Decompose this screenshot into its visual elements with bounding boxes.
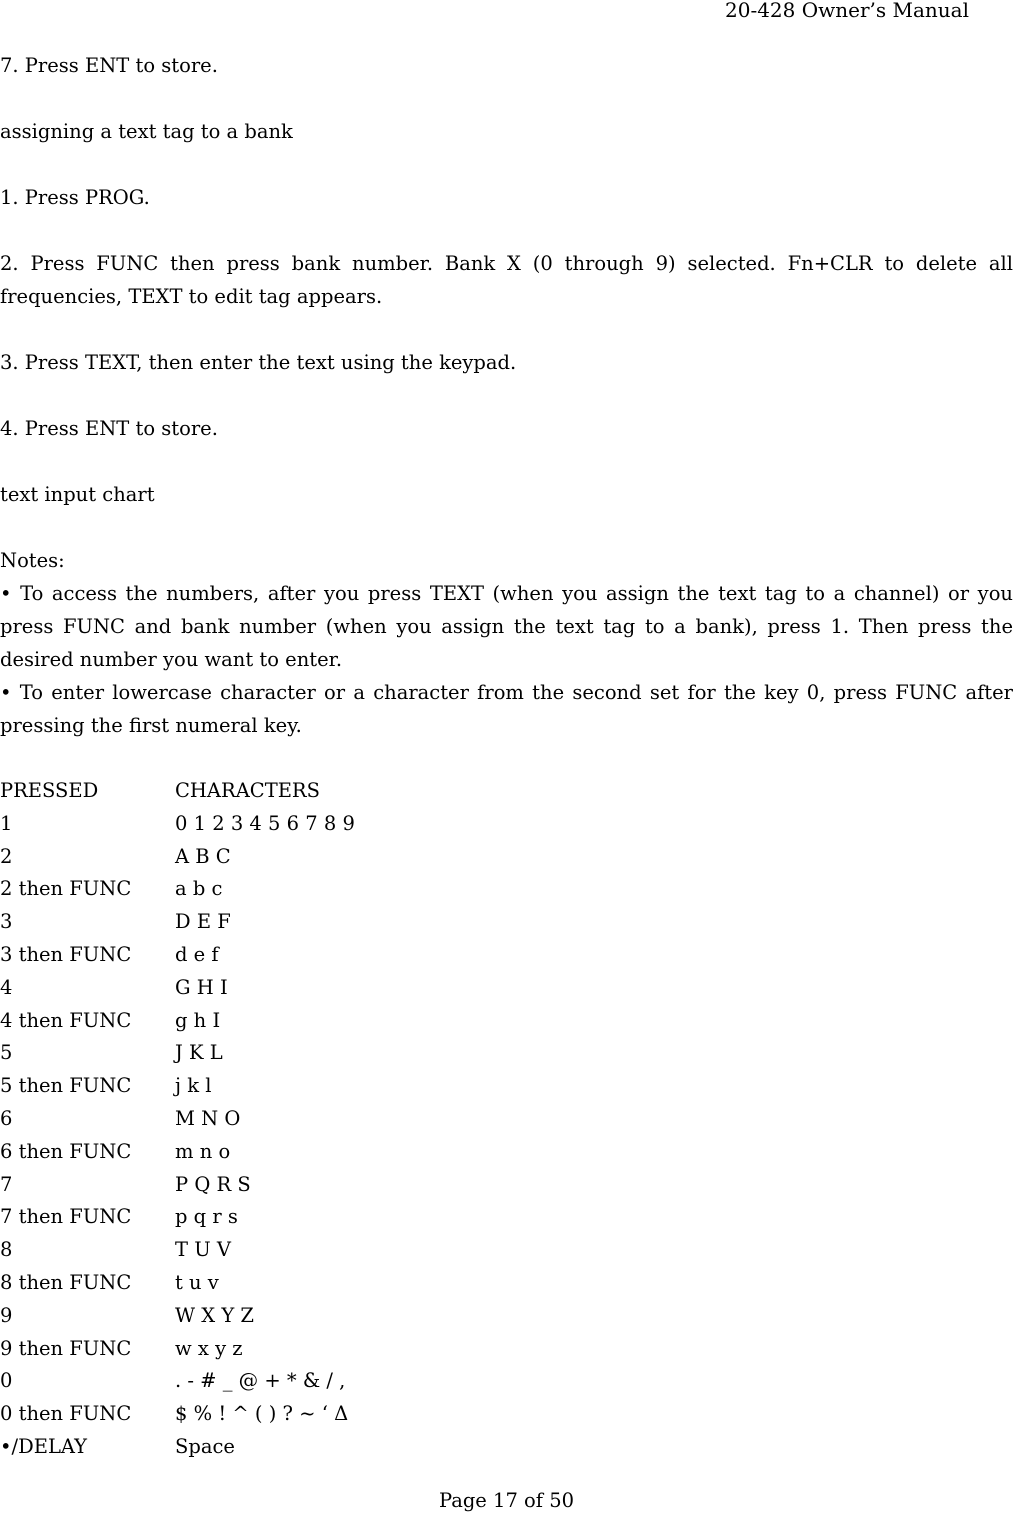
key-pressed-cell: 3 then FUNC: [0, 942, 132, 966]
manual-title: 20-428 Owner’s Manual: [725, 0, 969, 22]
characters-cell: $ % ! ^ ( ) ? ~ ‘ Δ: [175, 1402, 349, 1426]
table-row: [0, 873, 1013, 906]
text-input-chart-table: [0, 775, 1013, 1464]
table-row: [0, 1169, 1013, 1202]
characters-cell: D E F: [175, 910, 231, 934]
table-row: [0, 1333, 1013, 1366]
bank-step-1: 1. Press PROG.: [0, 186, 150, 209]
characters-cell: g h I: [175, 1008, 221, 1032]
note-access-numbers: • To access the numbers, after you press TEXT (when you assign the text tag to a channel) or you press FUNC and bank number (when you assign the text tag to a bank), press 1. Then press the desired number you want to enter.: [0, 582, 1013, 671]
table-row: [0, 808, 1013, 841]
characters-cell: J K L: [175, 1041, 223, 1065]
table-row: [0, 1365, 1013, 1398]
key-pressed-cell: •/DELAY: [0, 1434, 88, 1458]
characters-cell: A B C: [175, 844, 231, 868]
characters-cell: 0 1 2 3 4 5 6 7 8 9: [175, 811, 355, 835]
key-pressed-cell: 6: [0, 1106, 13, 1130]
characters-cell: W X Y Z: [175, 1303, 254, 1327]
bank-step-4: 4. Press ENT to store.: [0, 417, 218, 440]
key-pressed-cell: 5 then FUNC: [0, 1074, 132, 1098]
table-row: [0, 1103, 1013, 1136]
characters-cell: . - # _ @ + * & / ,: [175, 1369, 346, 1393]
table-row: [0, 1267, 1013, 1300]
table-row: [0, 1431, 1013, 1464]
notes-label: Notes:: [0, 549, 65, 572]
key-pressed-cell: 7 then FUNC: [0, 1205, 132, 1229]
bank-section-heading: assigning a text tag to a bank: [0, 120, 293, 143]
table-row: [0, 1037, 1013, 1070]
key-pressed-cell: 1: [0, 811, 13, 835]
header-pressed: PRESSED: [0, 779, 99, 802]
characters-cell: G H I: [175, 975, 228, 999]
table-row: [0, 1136, 1013, 1169]
note-lowercase: • To enter lowercase character or a character from the second set for the key 0, press FUNC after pressing the first numeral key.: [0, 681, 1013, 737]
table-header-row: [0, 775, 1013, 808]
characters-cell: j k l: [175, 1074, 212, 1098]
table-row: [0, 906, 1013, 939]
table-row: [0, 1234, 1013, 1267]
characters-cell: a b c: [175, 877, 223, 901]
page-number: Page 17 of 50: [438, 1489, 575, 1512]
bank-step-3: 3. Press TEXT, then enter the text using the keypad.: [0, 351, 517, 374]
characters-cell: p q r s: [175, 1205, 238, 1229]
table-row: [0, 1398, 1013, 1431]
key-pressed-cell: 0 then FUNC: [0, 1402, 132, 1426]
step-7-store: 7. Press ENT to store.: [0, 54, 218, 77]
key-pressed-cell: 2: [0, 844, 13, 868]
page-body: [0, 49, 1013, 1464]
key-pressed-cell: 3: [0, 910, 13, 934]
key-pressed-cell: 4: [0, 975, 13, 999]
table-row: [0, 939, 1013, 972]
characters-cell: T U V: [175, 1238, 231, 1262]
key-pressed-cell: 6 then FUNC: [0, 1139, 132, 1163]
bank-step-2: 2. Press FUNC then press bank number. Bank X (0 through 9) selected. Fn+CLR to delete all frequencies, TEXT to edit tag appears.: [0, 252, 1013, 308]
chart-section-heading: text input chart: [0, 483, 155, 506]
characters-cell: d e f: [175, 942, 219, 966]
table-row: [0, 972, 1013, 1005]
characters-cell: P Q R S: [175, 1172, 251, 1196]
table-row: [0, 1070, 1013, 1103]
characters-cell: t u v: [175, 1270, 219, 1294]
table-row: [0, 1201, 1013, 1234]
key-pressed-cell: 9 then FUNC: [0, 1336, 132, 1360]
key-pressed-cell: 0: [0, 1369, 13, 1393]
characters-cell: Space: [175, 1434, 235, 1458]
key-pressed-cell: 4 then FUNC: [0, 1008, 132, 1032]
key-pressed-cell: 8: [0, 1238, 13, 1262]
characters-cell: w x y z: [175, 1336, 243, 1360]
header-characters: CHARACTERS: [175, 779, 320, 802]
characters-cell: m n o: [175, 1139, 231, 1163]
key-pressed-cell: 8 then FUNC: [0, 1270, 132, 1294]
characters-cell: M N O: [175, 1106, 241, 1130]
key-pressed-cell: 5: [0, 1041, 13, 1065]
table-row: [0, 1005, 1013, 1038]
key-pressed-cell: 7: [0, 1172, 13, 1196]
key-pressed-cell: 9: [0, 1303, 13, 1327]
table-row: [0, 841, 1013, 874]
table-row: [0, 1300, 1013, 1333]
key-pressed-cell: 2 then FUNC: [0, 877, 132, 901]
